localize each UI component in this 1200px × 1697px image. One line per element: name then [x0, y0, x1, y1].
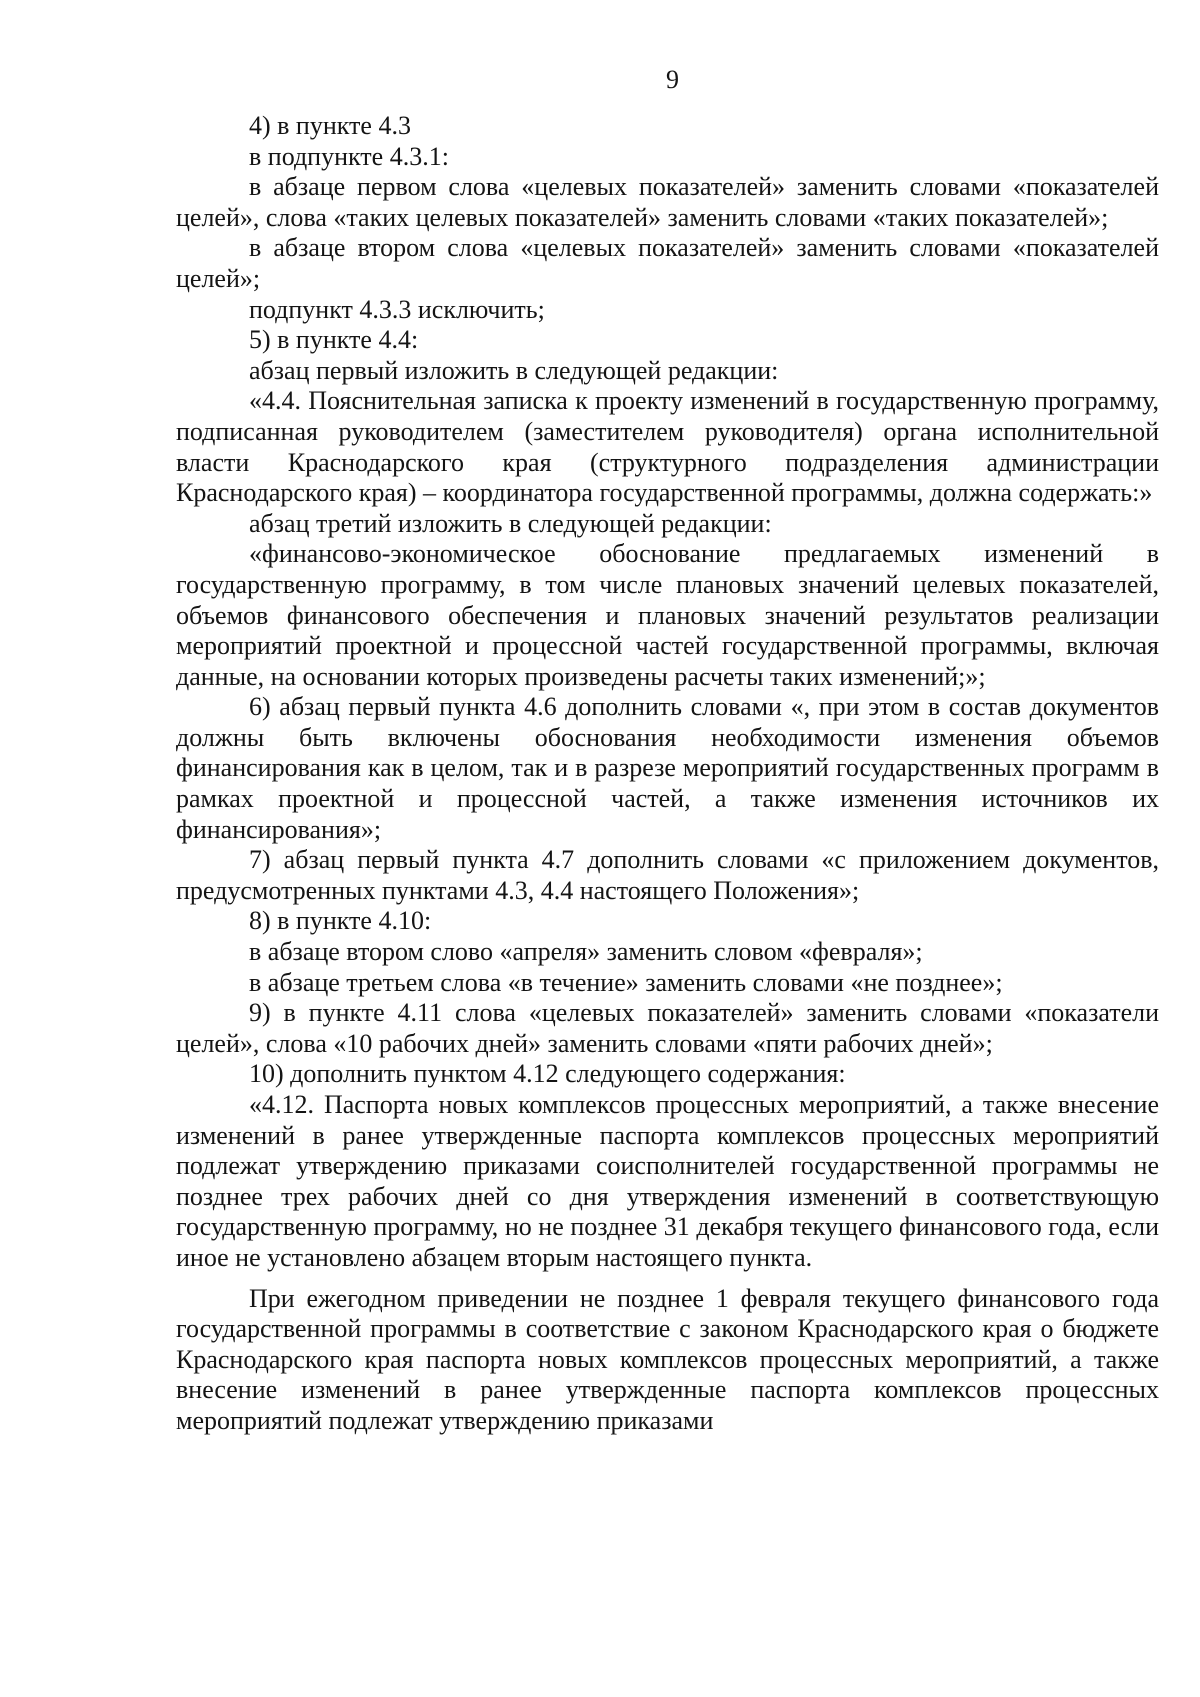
paragraph-subpoint-4-3-1: в подпункте 4.3.1:	[249, 141, 449, 171]
paragraph-amend-4-10: 8) в пункте 4.10:	[249, 906, 432, 936]
paragraph-annual-alignment: При ежегодном приведении не позднее 1 февраля текущего финансового года государственной программы в соответствие с законом Краснодарского края о бюджете Краснодарского края паспорта новых комплексов процессных мероприятий, а также внесение изменений в ранее утвержденные паспорта комплексов процессных мероприятий подлежат утверждению приказами	[176, 1283, 1159, 1435]
paragraph-first-abzac: в абзаце первом слова «целевых показателей» заменить словами «показателей целей», слова «таких целевых показателей» заменить словами «таких показателей»;	[176, 172, 1159, 232]
paragraph-third-abzac-new-edition: абзац третий изложить в следующей редакции:	[249, 508, 772, 538]
paragraph-amend-4-3: 4) в пункте 4.3	[249, 111, 411, 140]
paragraph-second-abzac: в абзаце втором слова «целевых показателей» заменить словами «показателей целей»;	[176, 233, 1159, 293]
paragraph-during-to-not-later: в абзаце третьем слова «в течение» заменить словами «не позднее»;	[249, 967, 1003, 997]
page-number: 9	[666, 65, 679, 94]
paragraph-quote-4-4: «4.4. Пояснительная записка к проекту изменений в государственную программу, подписанная руководителем (заместителем руководителя) органа исполнительной власти Краснодарского края (структурного подразделения администрации Краснодарского края) – координатора государственной программы, должна содержать:»	[176, 386, 1159, 508]
paragraph-amend-4-6: 6) абзац первый пункта 4.6 дополнить словами «, при этом в состав документов должны быть включены обоснования необходимости изменения объемов финансирования как в целом, так и в разрезе мероприятий государственных программ в рамках проектной и процессной частей, а также изменения источников их финансирования»;	[176, 692, 1159, 844]
paragraph-amend-4-7: 7) абзац первый пункта 4.7 дополнить словами «с приложением документов, предусмотренных пунктами 4.3, 4.4 настоящего Положения»;	[176, 845, 1159, 905]
paragraph-exclude-4-3-3: подпункт 4.3.3 исключить;	[249, 294, 545, 324]
document-body	[176, 111, 1159, 1437]
paragraph-add-4-12: 10) дополнить пунктом 4.12 следующего содержания:	[249, 1059, 846, 1089]
paragraph-first-abzac-new-edition: абзац первый изложить в следующей редакции:	[249, 355, 779, 385]
paragraph-quote-4-12: «4.12. Паспорта новых комплексов процессных мероприятий, а также внесение изменений в ранее утвержденные паспорта комплексов процессных мероприятий подлежат утверждению приказами соисполнителей государственной программы не позднее трех рабочих дней со дня утверждения изменений в соответствующую государственную программу, но не позднее 31 декабря текущего финансового года, если иное не установлено абзацем вторым настоящего пункта.	[176, 1090, 1159, 1272]
paragraph-april-to-february: в абзаце втором слово «апреля» заменить словом «февраля»;	[249, 937, 923, 967]
paragraph-quote-financial-justification: «финансово-экономическое обоснование предлагаемых изменений в государственную программу, в том числе плановых значений целевых показателей, объемов финансового обеспечения и плановых значений результатов реализации мероприятий проектной и процессной частей государственной программы, включая данные, на основании которых произведены расчеты таких изменений;»;	[176, 539, 1159, 691]
paragraph-amend-4-4: 5) в пункте 4.4:	[249, 325, 419, 355]
paragraph-amend-4-11: 9) в пункте 4.11 слова «целевых показателей» заменить словами «показатели целей», слова «10 рабочих дней» заменить словами «пяти рабочих дней»;	[176, 998, 1159, 1058]
